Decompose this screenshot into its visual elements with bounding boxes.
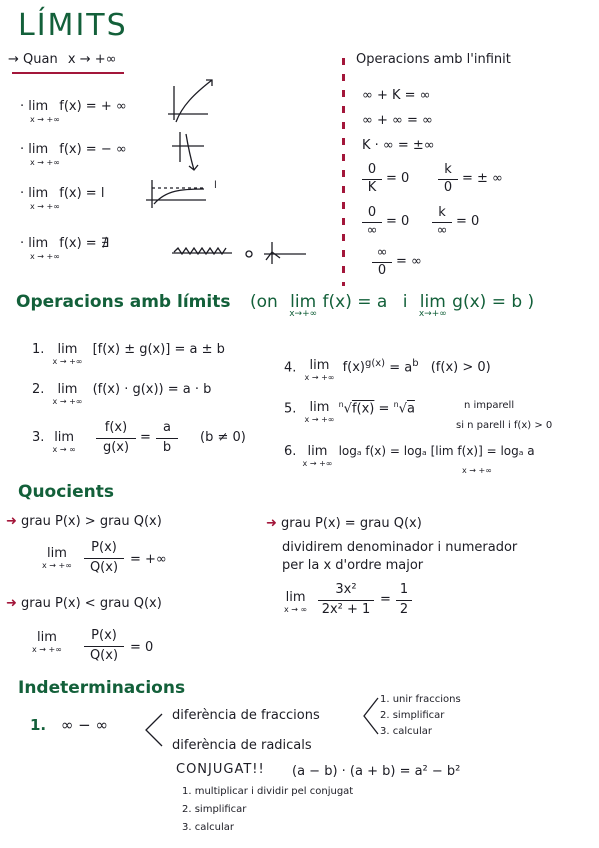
branch-bracket-icon	[142, 712, 166, 752]
fraction-denominator: ∞	[436, 223, 448, 238]
fraction-denominator: 0	[377, 263, 387, 278]
quotient-case: ➜ grau P(x) < grau Q(x)	[6, 596, 162, 611]
limit-operator: lim x → +∞	[42, 546, 72, 570]
infinity-ops-heading: Operacions amb l'infinit	[356, 52, 511, 67]
fraction-numerator: f(x)	[104, 420, 128, 435]
step-item: 3. calcular	[380, 726, 432, 737]
increasing-curve-icon	[168, 76, 218, 126]
fraction-denominator: K	[367, 180, 377, 195]
root-icon: √	[398, 401, 407, 417]
fraction-numerator: ∞	[376, 245, 388, 260]
limit-operator: lim x → ∞	[284, 590, 308, 614]
fraction-denominator: 0	[443, 180, 453, 195]
fraction-numerator: 1	[399, 582, 409, 597]
fraction-denominator: 2x² + 1	[321, 602, 371, 617]
fraction-result: = 0	[386, 171, 410, 186]
fraction-numerator: P(x)	[91, 628, 117, 643]
arrow-right-icon: →	[8, 52, 19, 67]
fraction-denominator: ∞	[366, 223, 378, 238]
root-icon: √	[343, 401, 352, 417]
quotient-case: ➜ grau P(x) > grau Q(x)	[6, 514, 162, 529]
rule-note: si n parell i f(x) > 0	[456, 420, 553, 431]
arrow-right-icon: ➜	[6, 596, 17, 611]
fraction-result: = 0	[456, 214, 480, 229]
fraction-bar	[84, 558, 124, 559]
indeterminations-heading: Indeterminacions	[18, 678, 186, 698]
fraction-denominator: 2	[399, 602, 409, 617]
fraction-numerator: 0	[367, 205, 377, 220]
step-item: 1. unir fraccions	[380, 694, 461, 705]
limit-row: · lim f(x) = + ∞ x → +∞	[20, 99, 127, 124]
limit-row: · lim f(x) = − ∞ x → +∞	[20, 142, 127, 167]
step-item: 2. simplificar	[182, 804, 247, 815]
quotients-heading: Quocients	[18, 482, 115, 502]
fraction-bar	[396, 600, 412, 601]
fraction-result: = ∞	[396, 254, 422, 269]
step-item: 2. simplificar	[380, 710, 445, 721]
limit-row: · lim f(x) = ∄ x → +∞	[20, 236, 110, 261]
equals-sign: =	[380, 592, 391, 607]
branch-bracket-icon	[360, 696, 382, 740]
fraction-numerator: P(x)	[91, 540, 117, 555]
section1-heading: → Quan x → +∞	[8, 52, 117, 67]
fraction-numerator: 3x²	[335, 582, 357, 597]
quotient-note: dividirem denominador i numerador	[282, 540, 518, 555]
limit-row: · lim f(x) = l x → +∞	[20, 186, 105, 211]
fraction-numerator: a	[163, 420, 171, 435]
page-title: LÍMITS	[18, 8, 128, 43]
fraction-result: = 0	[386, 214, 410, 229]
limit-rule: 5. lim x → +∞ $^n$√f(x) = $^n$√a	[284, 400, 415, 424]
asymptote-curve-icon	[146, 180, 216, 210]
fraction-bar	[96, 438, 136, 439]
fraction-bar	[84, 646, 124, 647]
fraction-bar	[156, 438, 178, 439]
rule-condition: (b ≠ 0)	[200, 430, 246, 445]
limit-rule: 1. lim x → +∞ [f(x) ± g(x)] = a ± b	[32, 342, 225, 366]
quotient-case: ➜ grau P(x) = grau Q(x)	[266, 516, 422, 531]
step-item: 1. multiplicar i dividir pel conjugat	[182, 786, 354, 797]
asymptote-label: l	[214, 180, 217, 191]
indetermination-form: 1. ∞ − ∞	[30, 716, 109, 734]
fraction-denominator: Q(x)	[89, 560, 119, 575]
fraction-result: = 0	[130, 640, 154, 655]
limit-operator: lim x → +∞	[32, 630, 62, 654]
condition-group: (on lim x→+∞ f(x) = a i lim x→+∞ g(x) = b )	[250, 292, 535, 319]
infinity-op: ∞ + K = ∞	[362, 88, 431, 103]
fraction-numerator: 0	[367, 162, 377, 177]
heading-underline	[12, 72, 124, 74]
column-divider	[342, 58, 345, 286]
arrow-right-icon: ➜	[6, 514, 17, 529]
step-item: 3. calcular	[182, 822, 234, 833]
fraction-denominator: Q(x)	[89, 648, 119, 663]
oscillating-curve-icon	[172, 240, 322, 266]
fraction-numerator: k	[444, 162, 452, 177]
conjugate-identity: (a − b) · (a + b) = a² − b²	[292, 764, 461, 779]
infinity-op: ∞ + ∞ = ∞	[362, 113, 433, 128]
infinity-op: K · ∞ = ±∞	[362, 138, 435, 153]
rule-note: n imparell	[464, 400, 515, 411]
equals-sign: =	[140, 430, 151, 445]
branch-label: diferència de fraccions	[172, 708, 320, 723]
quotient-note: per la x d'ordre major	[282, 558, 424, 573]
fraction-numerator: k	[438, 205, 446, 220]
inner-limit-subscript: x → +∞	[462, 466, 492, 475]
limit-rule: 2. lim x → +∞ (f(x) · g(x)) = a · b	[32, 382, 212, 406]
conjugate-label: CONJUGAT!!	[176, 762, 265, 777]
fraction-result: = +∞	[130, 552, 167, 567]
limit-rule: 6. lim x → +∞ logₐ f(x) = logₐ [lim f(x)] = logₐ a	[284, 444, 535, 468]
fraction-denominator: b	[162, 440, 172, 455]
branch-label: diferència de radicals	[172, 738, 312, 753]
limits-operations-heading: Operacions amb límits	[16, 292, 231, 312]
arrow-right-icon: ➜	[266, 516, 277, 531]
fraction-denominator: g(x)	[102, 440, 130, 455]
decreasing-curve-icon	[172, 132, 212, 174]
fraction-result: = ± ∞	[462, 171, 503, 186]
fraction-bar	[318, 600, 374, 601]
limit-rule: 4. lim x → +∞ $f(x)^{g(x)} = a^b$ (f(x) > 0)	[284, 358, 491, 382]
limit-rule: 3. lim x → ∞	[32, 430, 76, 454]
